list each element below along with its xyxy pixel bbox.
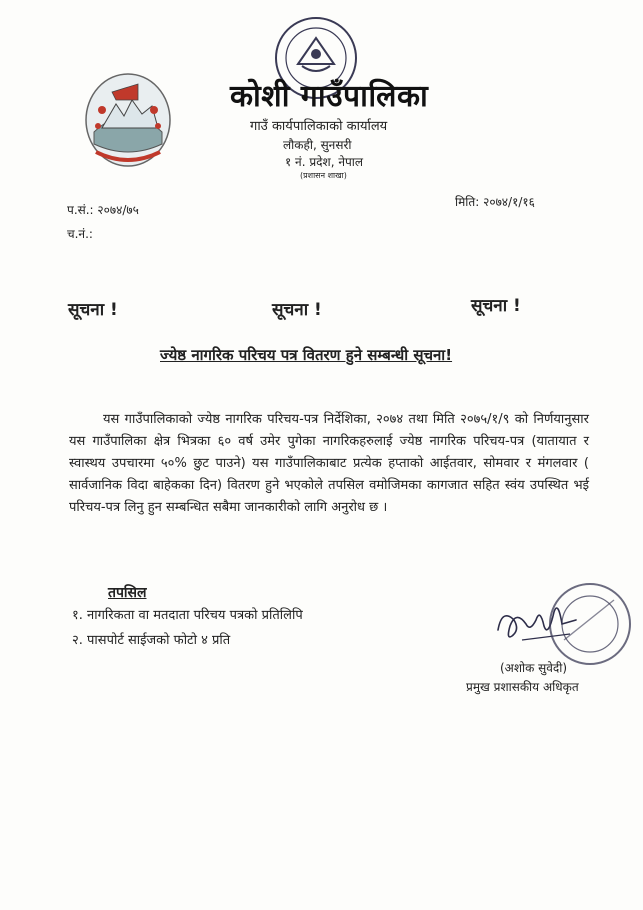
notice-heading-3: सूचना !	[471, 296, 521, 316]
official-stamp-icon	[544, 578, 636, 670]
signatory-name: (अशोक सुवेदी)	[500, 661, 568, 675]
details-heading: तपसिल	[108, 585, 147, 601]
notice-body: यस गाउँपालिकाको ज्येष्ठ नागरिक परिचय-पत्र निर्देशिका, २०७४ तथा मिति २०७५/१/९ को निर्णयानुसार यस गाउँपालिका क्षेत्र भित्रका ६० वर्ष उमेर पुगेका नागरिकहरुलाई ज्येष्ठ नागरिक परिचय-पत्र (यातायात र स्वास्थय उपचारमा ५०% छुट पाउने) यस गाउँपालिकाबाट प्रत्येक हप्ताको आईतवार, सोमवार र मंगलवार ( सार्वजानिक विदा बाहेकका दिन) वितरण हुने भएकोले तपसिल वमोजिमका कागजात सहित स्वंय उपस्थित भई परिचय-पत्र लिनु हुन सम्बन्धित सबैमा जानकारीको लागि अनुरोध छ ।	[69, 412, 589, 515]
notice-heading-2: सूचना !	[272, 300, 322, 320]
signatory-title: प्रमुख प्रशासकीय अधिकृत	[466, 680, 579, 694]
address-line-1: लौकही, सुनसरी	[283, 138, 352, 152]
notice-heading-1: सूचना !	[68, 300, 118, 320]
section-name: (प्रशासन शाखा)	[300, 171, 347, 180]
nepal-emblem-icon	[82, 70, 174, 170]
address-line-2: १ नं. प्रदेश, नेपाल	[285, 155, 364, 169]
notice-subject: ज्येष्ठ नागरिक परिचय पत्र वितरण हुने सम्बन्धी सूचना!	[160, 346, 453, 364]
details-item-1: १. नागरिकता वा मतदाता परिचय पत्रको प्रतिलिपि	[72, 608, 303, 623]
details-item-2: २. पासपोर्ट साईजको फोटो ४ प्रति	[72, 633, 231, 648]
organization-name: कोशी गाउँपालिका	[230, 79, 429, 114]
dispatch-number: च.नं.:	[67, 227, 93, 241]
reference-number: प.सं.: २०७४/७५	[67, 203, 139, 217]
office-name: गाउँ कार्यपालिकाको कार्यालय	[250, 119, 388, 134]
document-date: मिति: २०७४/१/१६	[455, 195, 535, 209]
